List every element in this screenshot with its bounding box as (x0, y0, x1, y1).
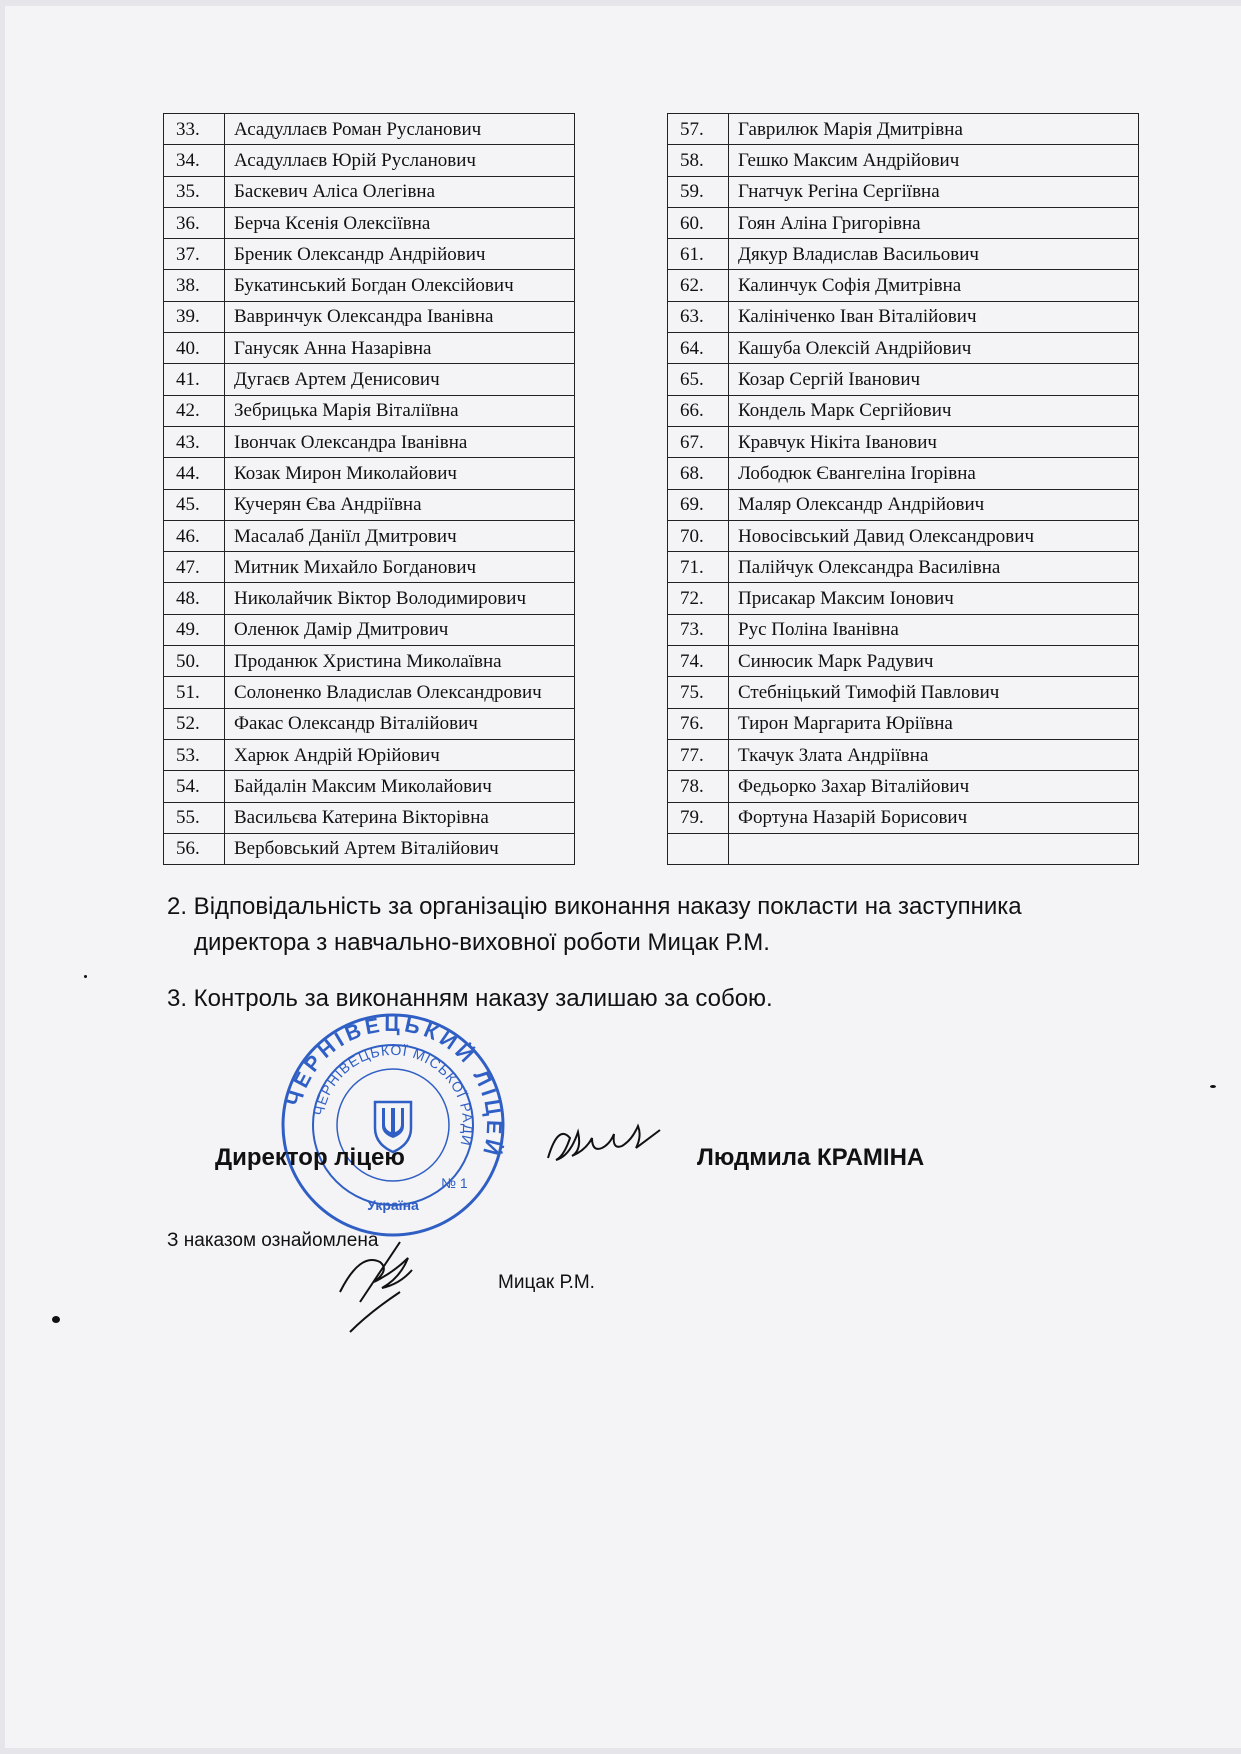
acknowledgment-signature (330, 1232, 440, 1342)
row-number: 46. (164, 520, 225, 551)
student-name: Гешко Максим Андрійович (729, 145, 1139, 176)
row-number: 65. (668, 364, 729, 395)
row-number: 58. (668, 145, 729, 176)
student-name: Факас Олександр Віталійович (225, 708, 575, 739)
table-row (668, 458, 1139, 489)
row-number: 62. (668, 270, 729, 301)
student-name: Дякур Владислав Васильович (729, 239, 1139, 270)
student-name: Гаврилюк Марія Дмитрівна (729, 114, 1139, 145)
table-row (668, 708, 1139, 739)
table-row (164, 301, 575, 332)
student-name: Вавринчук Олександра Іванівна (225, 301, 575, 332)
row-number: 56. (164, 833, 225, 864)
student-name: Оленюк Дамір Дмитрович (225, 614, 575, 645)
table-row (164, 802, 575, 833)
row-number: 59. (668, 176, 729, 207)
order-item-3: 3. Контроль за виконанням наказу залишаю за собою. (167, 985, 773, 1012)
row-number: 67. (668, 426, 729, 457)
table-row (668, 114, 1139, 145)
student-name: Берча Ксенія Олексіївна (225, 207, 575, 238)
acknowledgment-name: Мицак Р.М. (498, 1272, 595, 1293)
row-number: 73. (668, 614, 729, 645)
table-row (668, 583, 1139, 614)
student-name: Кравчук Нікіта Іванович (729, 426, 1139, 457)
row-number: 37. (164, 239, 225, 270)
row-number: 42. (164, 395, 225, 426)
row-number: 40. (164, 333, 225, 364)
row-number: 55. (164, 802, 225, 833)
student-name: Рус Поліна Іванівна (729, 614, 1139, 645)
student-name: Асадуллаєв Роман Русланович (225, 114, 575, 145)
paper-edge-left (0, 0, 5, 1754)
row-number: 38. (164, 270, 225, 301)
row-number: 52. (164, 708, 225, 739)
table-row (668, 739, 1139, 770)
row-number: 66. (668, 395, 729, 426)
table-row (668, 239, 1139, 270)
table-row (668, 301, 1139, 332)
row-number (668, 833, 729, 864)
paper-edge-bottom (0, 1748, 1241, 1754)
student-name: Новосівський Давид Олександрович (729, 520, 1139, 551)
row-number: 43. (164, 426, 225, 457)
table-row (164, 614, 575, 645)
order-item-2-line-2: директора з навчально-виховної роботи Мицак Р.М. (194, 929, 770, 956)
student-name: Присакар Максим Іонович (729, 583, 1139, 614)
student-name: Проданюк Христина Миколаївна (225, 646, 575, 677)
row-number: 72. (668, 583, 729, 614)
table-row (668, 489, 1139, 520)
student-name: Гнатчук Регіна Сергіївна (729, 176, 1139, 207)
student-table-right (667, 113, 1139, 865)
order-item-2 (167, 889, 1022, 961)
student-name: Кондель Марк Сергійович (729, 395, 1139, 426)
table-row (668, 771, 1139, 802)
row-number: 57. (668, 114, 729, 145)
table-row (164, 708, 575, 739)
student-name: Ткачук Злата Андріївна (729, 739, 1139, 770)
row-number: 64. (668, 333, 729, 364)
student-name: Калініченко Іван Віталійович (729, 301, 1139, 332)
student-name: Байдалін Максим Миколайович (225, 771, 575, 802)
row-number: 45. (164, 489, 225, 520)
row-number: 36. (164, 207, 225, 238)
row-number: 69. (668, 489, 729, 520)
row-number: 60. (668, 207, 729, 238)
row-number: 35. (164, 176, 225, 207)
table-row (164, 395, 575, 426)
student-name: Гоян Аліна Григорівна (729, 207, 1139, 238)
student-name: Бреник Олександр Андрійович (225, 239, 575, 270)
table-row (668, 677, 1139, 708)
student-name: Фортуна Назарій Борисович (729, 802, 1139, 833)
seal-inner-text: ЧЕРНІВЕЦЬКОЇ МІСЬКОЇ РАДИ (310, 1041, 477, 1148)
table-row (668, 145, 1139, 176)
student-name: Солоненко Владислав Олександрович (225, 677, 575, 708)
table-row (164, 270, 575, 301)
table-row (668, 426, 1139, 457)
table-row (164, 677, 575, 708)
table-row (164, 333, 575, 364)
student-name: Козар Сергій Іванович (729, 364, 1139, 395)
director-name: Людмила КРАМІНА (697, 1144, 925, 1171)
table-row (668, 614, 1139, 645)
student-name: Маляр Олександр Андрійович (729, 489, 1139, 520)
student-name: Калинчук Софія Дмитрівна (729, 270, 1139, 301)
student-name (729, 833, 1139, 864)
table-row (668, 646, 1139, 677)
table-row (164, 583, 575, 614)
table-row (164, 739, 575, 770)
student-name: Масалаб Даніїл Дмитрович (225, 520, 575, 551)
table-row (668, 833, 1139, 864)
row-number: 49. (164, 614, 225, 645)
student-name: Синюсик Марк Радувич (729, 646, 1139, 677)
row-number: 53. (164, 739, 225, 770)
row-number: 79. (668, 802, 729, 833)
row-number: 51. (164, 677, 225, 708)
table-row (164, 364, 575, 395)
student-table-left (163, 113, 575, 865)
row-number: 77. (668, 739, 729, 770)
student-name: Митник Михайло Богданович (225, 552, 575, 583)
acknowledgment-label: З наказом ознайомлена (167, 1230, 379, 1251)
table-row (164, 176, 575, 207)
student-name: Баскевич Аліса Олегівна (225, 176, 575, 207)
seal-outer-text: ЧЕРНІВЕЦЬКИЙ ЛІЦЕЙ (282, 1012, 506, 1161)
row-number: 33. (164, 114, 225, 145)
student-name: Харюк Андрій Юрійович (225, 739, 575, 770)
scan-speck (84, 975, 87, 978)
student-name: Івончак Олександра Іванівна (225, 426, 575, 457)
director-signature (540, 1118, 670, 1178)
row-number: 70. (668, 520, 729, 551)
row-number: 54. (164, 771, 225, 802)
table-row (668, 802, 1139, 833)
student-name: Дугаєв Артем Денисович (225, 364, 575, 395)
student-name: Тирон Маргарита Юріївна (729, 708, 1139, 739)
student-name: Козак Мирон Миколайович (225, 458, 575, 489)
row-number: 61. (668, 239, 729, 270)
table-row (164, 114, 575, 145)
student-name: Стебніцький Тимофій Павлович (729, 677, 1139, 708)
table-row (164, 646, 575, 677)
table-row (164, 489, 575, 520)
row-number: 47. (164, 552, 225, 583)
table-row (668, 395, 1139, 426)
seal-country: Україна (367, 1197, 419, 1213)
row-number: 44. (164, 458, 225, 489)
row-number: 39. (164, 301, 225, 332)
row-number: 78. (668, 771, 729, 802)
student-name: Кашуба Олексій Андрійович (729, 333, 1139, 364)
row-number: 75. (668, 677, 729, 708)
student-name: Ганусяк Анна Назарівна (225, 333, 575, 364)
scan-speck (1210, 1085, 1216, 1088)
official-seal (278, 1010, 508, 1240)
table-row (164, 520, 575, 551)
table-row (164, 145, 575, 176)
table-row (164, 239, 575, 270)
student-name: Лободюк Євангеліна Ігорівна (729, 458, 1139, 489)
order-item-2-line-1: 2. Відповідальність за організацію виконання наказу покласти на заступника (167, 893, 1022, 920)
row-number: 41. (164, 364, 225, 395)
seal-number: № 1 (441, 1175, 468, 1191)
row-number: 71. (668, 552, 729, 583)
student-name: Кучерян Єва Андріївна (225, 489, 575, 520)
table-row (668, 270, 1139, 301)
student-name: Васильєва Катерина Вікторівна (225, 802, 575, 833)
table-row (668, 333, 1139, 364)
table-row (668, 176, 1139, 207)
row-number: 34. (164, 145, 225, 176)
table-row (164, 771, 575, 802)
row-number: 48. (164, 583, 225, 614)
table-row (164, 207, 575, 238)
student-name: Асадуллаєв Юрій Русланович (225, 145, 575, 176)
table-row (668, 207, 1139, 238)
paper-edge-top (0, 0, 1241, 6)
table-row (164, 458, 575, 489)
row-number: 63. (668, 301, 729, 332)
student-name: Николайчик Віктор Володимирович (225, 583, 575, 614)
table-row (164, 552, 575, 583)
student-name: Федьорко Захар Віталійович (729, 771, 1139, 802)
table-row (668, 364, 1139, 395)
table-row (164, 426, 575, 457)
student-name: Зебрицька Марія Віталіївна (225, 395, 575, 426)
table-row (164, 833, 575, 864)
row-number: 74. (668, 646, 729, 677)
director-position: Директор ліцею (215, 1144, 405, 1171)
row-number: 68. (668, 458, 729, 489)
row-number: 76. (668, 708, 729, 739)
table-row (668, 552, 1139, 583)
student-name: Букатинський Богдан Олексійович (225, 270, 575, 301)
student-name: Вербовський Артем Віталійович (225, 833, 575, 864)
row-number: 50. (164, 646, 225, 677)
table-row (668, 520, 1139, 551)
student-name: Палійчук Олександра Василівна (729, 552, 1139, 583)
scan-speck (52, 1316, 60, 1323)
